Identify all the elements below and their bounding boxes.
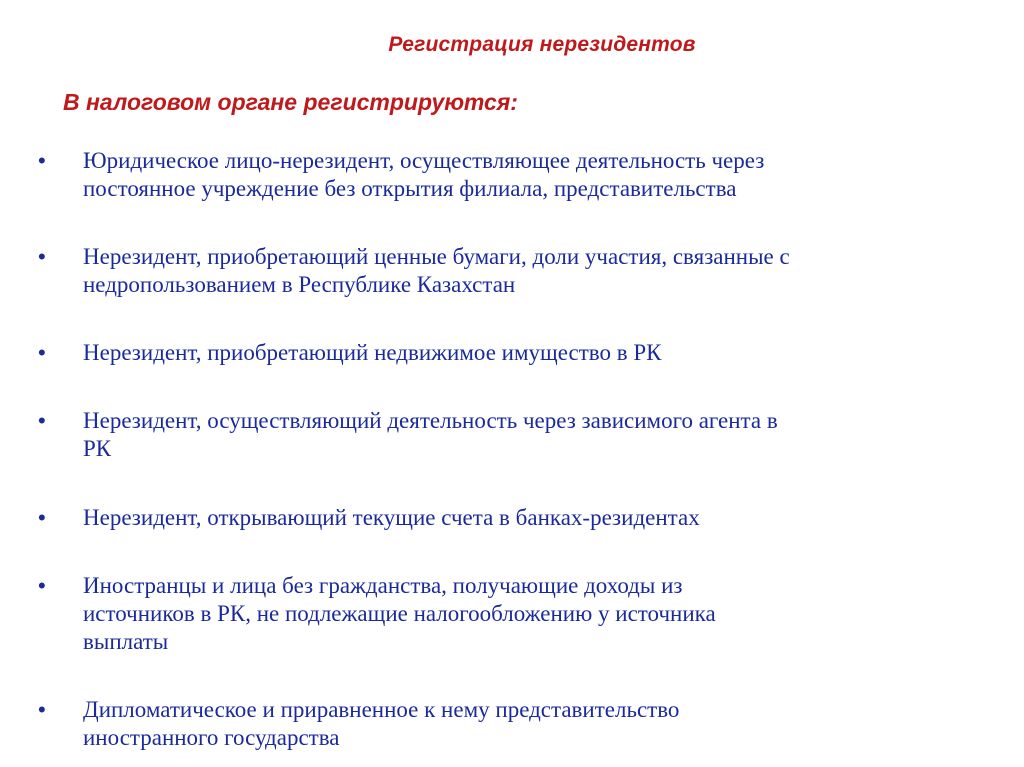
list-item-text [83, 696, 983, 752]
list-item-text [83, 407, 983, 463]
bullet-icon: • [38, 244, 46, 269]
slide-subtitle: В налоговом органе регистрируются: [63, 89, 518, 115]
list-item-line: РК [83, 436, 112, 461]
list-item-line: недропользованием в Республике Казахстан [83, 272, 516, 297]
list-item-line: Иностранцы и лица без гражданства, получающие доходы из [83, 573, 683, 598]
list-item-line: Дипломатическое и приравненное к нему представительство [83, 697, 680, 722]
list-item-text [83, 243, 983, 299]
bullet-icon: • [38, 697, 46, 722]
list-item-text [83, 339, 983, 367]
bullet-icon: • [38, 573, 46, 598]
list-item-line: постоянное учреждение без открытия филиала, представительства [83, 176, 737, 201]
list-item-line: иностранного государства [83, 725, 340, 750]
list-item-text [83, 504, 983, 532]
list-item-text [83, 147, 983, 203]
list-item-line: источников в РК, не подлежащие налогообложению у источника [83, 601, 716, 626]
list-item-line: Нерезидент, приобретающий ценные бумаги, доли участия, связанные с [83, 244, 790, 269]
list-item-line: Нерезидент, осуществляющий деятельность через зависимого агента в [83, 408, 778, 433]
list-item-line: Нерезидент, открывающий текущие счета в банках-резидентах [83, 505, 700, 530]
bullet-icon: • [38, 148, 46, 173]
bullet-icon: • [38, 340, 46, 365]
list-item-text [83, 572, 983, 656]
bullet-icon: • [38, 408, 46, 433]
list-item-line: выплаты [83, 629, 169, 654]
list-item-line: Нерезидент, приобретающий недвижимое имущество в РК [83, 340, 662, 365]
bullet-icon: • [38, 505, 46, 530]
list-item-line: Юридическое лицо-нерезидент, осуществляющее деятельность через [83, 148, 765, 173]
slide-title: Регистрация нерезидентов [388, 33, 696, 56]
